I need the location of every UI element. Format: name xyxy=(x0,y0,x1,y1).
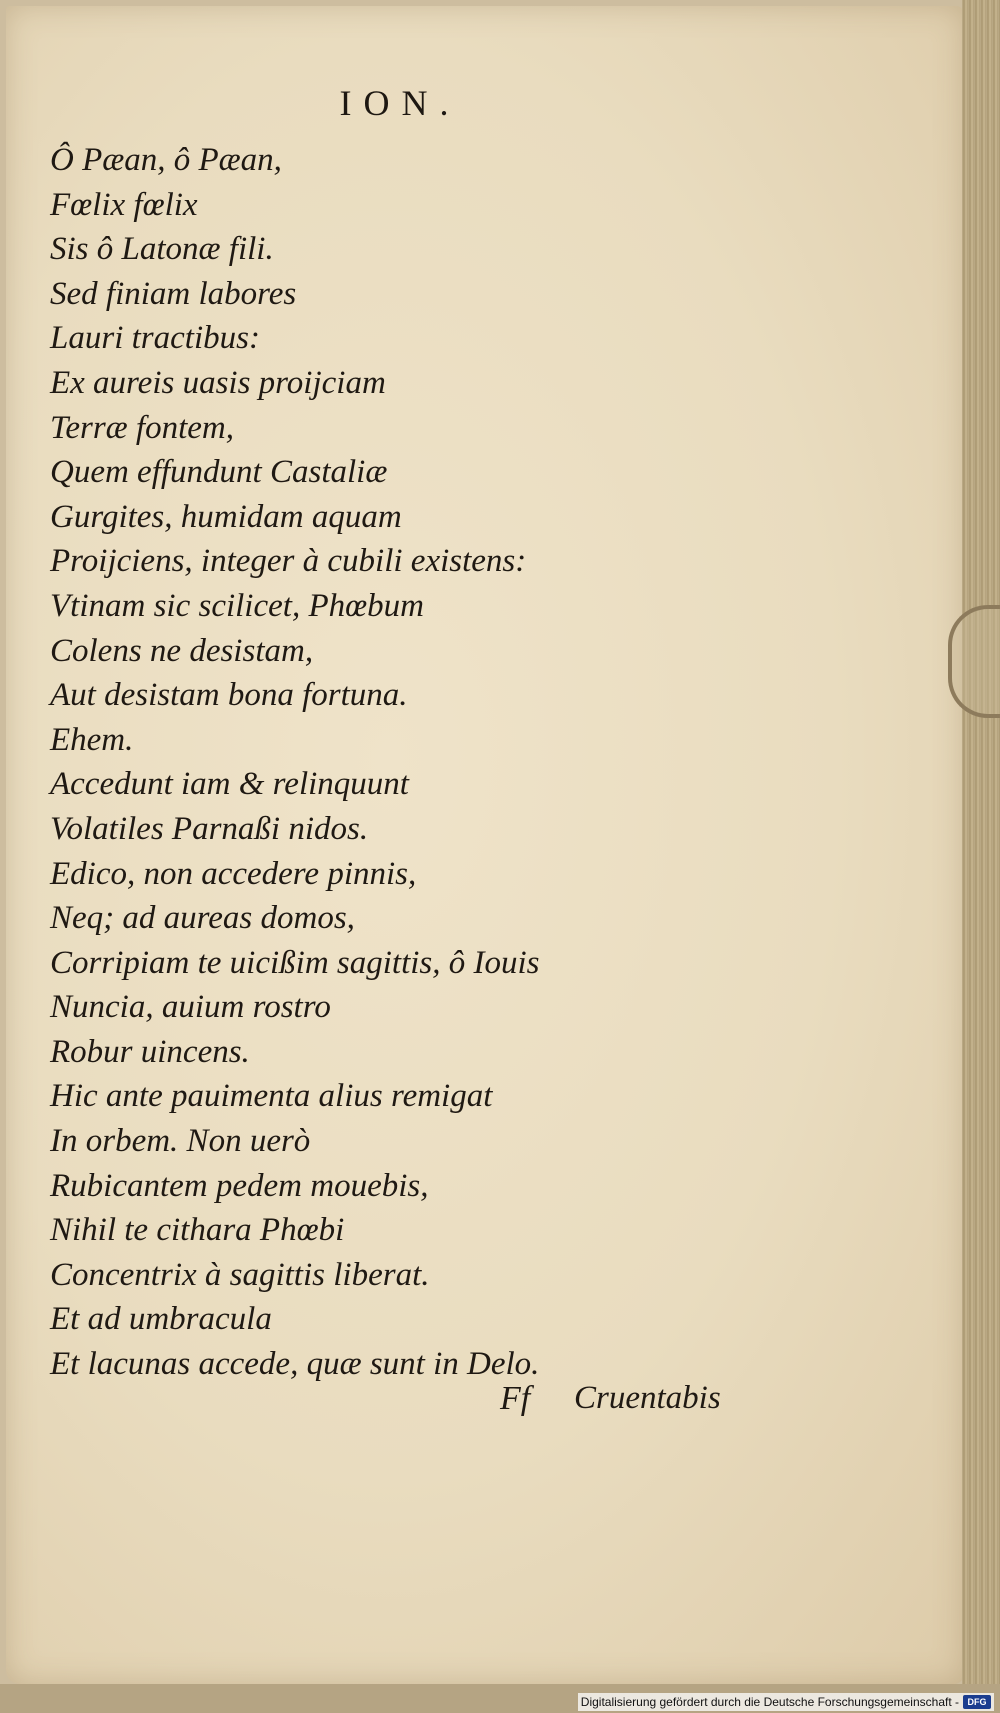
verse-line: Volatiles Parnaßi nidos. xyxy=(50,810,369,847)
verse-line: Terræ fontem, xyxy=(50,409,234,446)
digitization-credit xyxy=(578,1693,994,1711)
verse-line: Edico, non accedere pinnis, xyxy=(50,855,417,892)
verse-line: Ô Pæan, ô Pæan, xyxy=(50,142,282,178)
verse-line: Concentrix à sagittis liberat. xyxy=(50,1256,430,1293)
verse-line: Nuncia, auium rostro xyxy=(50,989,331,1026)
signature-mark: Ff xyxy=(500,1380,531,1417)
verse-line: Quem effundunt Castaliæ xyxy=(50,454,388,491)
verse-line: Accedunt iam & relinquunt xyxy=(50,766,409,803)
verse-line: Colens ne desistam, xyxy=(50,632,314,669)
verse-line: Vtinam sic scilicet, Phœbum xyxy=(50,587,424,624)
book-fore-edge xyxy=(962,0,1000,1713)
verse-line: In orbem. Non uerò xyxy=(50,1123,311,1160)
credit-text: Digitalisierung gefördert durch die Deutsche Forschungsgemeinschaft - xyxy=(580,1695,959,1709)
verse-text xyxy=(50,138,540,1387)
verse-line: Robur uincens. xyxy=(50,1033,250,1070)
verse-line: Nihil te cithara Phœbi xyxy=(50,1212,345,1249)
verse-line: Et lacunas accede, quæ sunt in Delo. xyxy=(50,1346,540,1383)
verse-line: Proijciens, integer à cubili existens: xyxy=(50,543,527,580)
verse-line: Ehem. xyxy=(50,721,134,758)
verse-line: Fœlix fœlix xyxy=(50,186,198,223)
verse-line: Sed finiam labores xyxy=(50,275,297,312)
verse-line: Sis ô Latonæ fili. xyxy=(50,231,274,268)
verse-line: Rubicantem pedem mouebis, xyxy=(50,1167,429,1204)
verse-line: Aut desistam bona fortuna. xyxy=(50,677,408,714)
verse-line: Corripiam te uicißim sagittis, ô Iouis xyxy=(50,944,540,981)
catchword: Cruentabis xyxy=(574,1380,721,1416)
verse-line: Ex aureis uasis proijciam xyxy=(50,364,386,401)
verse-line: Neq; ad aureas domos, xyxy=(50,900,355,937)
book-clasp xyxy=(948,605,1000,718)
running-head: ION. xyxy=(339,83,461,123)
verse-line: Hic ante pauimenta alius remigat xyxy=(50,1078,493,1115)
dfg-logo-icon: DFG xyxy=(963,1695,991,1709)
verse-line: Gurgites, humidam aquam xyxy=(50,498,402,535)
verse-line: Et ad umbracula xyxy=(50,1301,272,1338)
verse-line: Lauri tractibus: xyxy=(50,320,260,357)
